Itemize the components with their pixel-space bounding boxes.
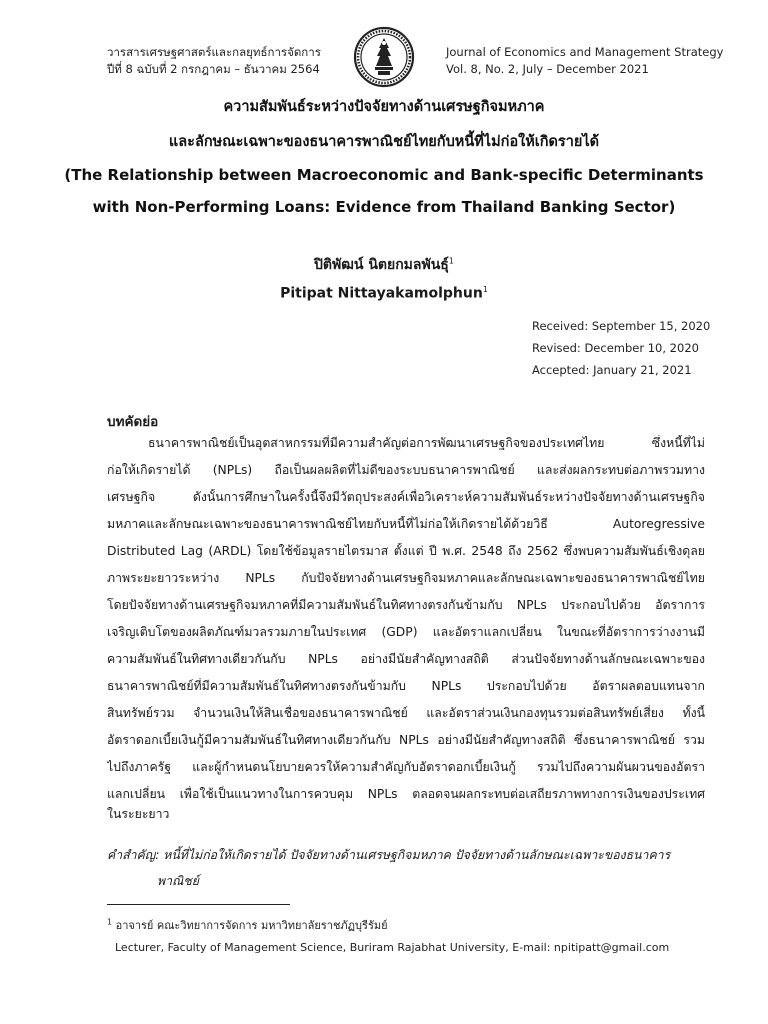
abstract-line: โดยปัจจัยทางด้านเศรษฐกิจมหภาคที่มีความสัมพันธ์ในทิศทางตรงกันข้ามกับ NPLs ประกอบไปด้วย อัตราการ xyxy=(107,598,705,612)
author-en xyxy=(0,285,768,302)
footnote-divider xyxy=(107,904,290,905)
title-th-line1: ความสัมพันธ์ระหว่างปัจจัยทางด้านเศรษฐกิจมหภาค xyxy=(223,99,545,115)
abstract-heading: บทคัดย่อ xyxy=(107,414,159,430)
footnote-en: Lecturer, Faculty of Management Science, Buriram Rajabhat University, E-mail: npitipatt@gmail.com xyxy=(115,941,670,954)
abstract-line: แลกเปลี่ยน เพื่อใช้เป็นแนวทางในการควบคุม NPLs ตลอดจนผลกระทบต่อเสถียรภาพทางการเงินของประเทศ xyxy=(107,787,705,801)
footnote-th xyxy=(107,916,388,934)
author-th xyxy=(0,254,768,276)
abstract-line: ธนาคารพาณิชย์เป็นอุตสาหกรรมที่มีความสำคัญต่อการพัฒนาเศรษฐกิจของประเทศไทย ซึ่งหนี้ที่ไม่ xyxy=(148,436,705,450)
title-en-line1: (The Relationship between Macroeconomic and Bank-specific Determinants xyxy=(64,166,704,184)
abstract-line: สินทรัพย์รวม จำนวนเงินให้สินเชื่อของธนาคารพาณิชย์ และอัตราส่วนเงินกองทุนรวมต่อสินทรัพย์เสี่ยง ทั้งนี้ xyxy=(107,706,705,720)
footnote-th-text: อาจารย์ คณะวิทยาการจัดการ มหาวิทยาลัยราชภัฏบุรีรัมย์ xyxy=(115,919,388,932)
keywords-line2: พาณิชย์ xyxy=(157,874,199,888)
footnote-marker: 1 xyxy=(107,917,113,927)
received-date: Received: September 15, 2020 xyxy=(532,319,711,333)
abstract-line: ภาพระยะยาวระหว่าง NPLs กับปัจจัยทางด้านเศรษฐกิจมหภาคและลักษณะเฉพาะของธนาคารพาณิชย์ไทย xyxy=(107,571,705,585)
author-marker-en: 1 xyxy=(482,285,488,294)
abstract-line: ธนาคารพาณิชย์ที่มีความสัมพันธ์ในทิศทางตรงกันข้ามกับ NPLs ประกอบไปด้วย อัตราผลตอบแทนจาก xyxy=(107,679,705,693)
accepted-date: Accepted: January 21, 2021 xyxy=(532,363,692,377)
journal-title-en: Journal of Economics and Management Strategy xyxy=(446,45,724,59)
abstract-line: ไปถึงภาครัฐ และผู้กำหนดนโยบายควรให้ความสำคัญกับอัตราดอกเบี้ยเงินกู้ รวมไปถึงความผันผวนของอัตรา xyxy=(107,760,705,774)
issue-th: ปีที่ 8 ฉบับที่ 2 กรกฎาคม – ธันวาคม 2564 xyxy=(107,62,320,76)
abstract-line: เศรษฐกิจ ดังนั้นการศึกษาในครั้งนี้จึงมีวัตถุประสงค์เพื่อวิเคราะห์ความสัมพันธ์ระหว่างปัจจัยทางด้านเศรษฐกิจ xyxy=(107,490,705,504)
author-marker: 1 xyxy=(448,256,454,266)
abstract-line: มหภาคและลักษณะเฉพาะของธนาคารพาณิชย์ไทยกับหนี้ที่ไม่ก่อให้เกิดรายได้ด้วยวิธี Autoregressive xyxy=(107,517,705,531)
title-th-line2: และลักษณะเฉพาะของธนาคารพาณิชย์ไทยกับหนี้ที่ไม่ก่อให้เกิดรายได้ xyxy=(168,134,600,150)
keywords-line1: คำสำคัญ: หนี้ที่ไม่ก่อให้เกิดรายได้ ปัจจัยทางด้านเศรษฐกิจมหภาค ปัจจัยทางด้านลักษณะเฉพาะของธนาคาร xyxy=(107,848,671,862)
abstract-line: Distributed Lag (ARDL) โดยใช้ข้อมูลรายไตรมาส ตั้งแต่ ปี พ.ศ. 2548 ถึง 2562 ซึ่งพบความสัมพันธ์เชิงดุลย xyxy=(107,544,705,558)
abstract-line: ในระยะยาว xyxy=(107,807,170,821)
revised-date: Revised: December 10, 2020 xyxy=(532,341,699,355)
abstract-line: ก่อให้เกิดรายได้ (NPLs) ถือเป็นผลผลิตที่ไม่ดีของระบบธนาคารพาณิชย์ และส่งผลกระทบต่อภาพรวมทาง xyxy=(107,463,705,477)
abstract-line: เจริญเติบโตของผลิตภัณฑ์มวลรวมภายในประเทศ (GDP) และอัตราแลกเปลี่ยน ในขณะที่อัตราการว่างงานมี xyxy=(107,625,705,639)
title-en-line2: with Non-Performing Loans: Evidence from Thailand Banking Sector) xyxy=(92,198,676,216)
issue-en: Vol. 8, No. 2, July – December 2021 xyxy=(446,62,649,76)
abstract-line: ความสัมพันธ์ในทิศทางเดียวกันกับ NPLs อย่างมีนัยสำคัญทางสถิติ ส่วนปัจจัยทางด้านลักษณะเฉพาะของ xyxy=(107,652,705,666)
abstract-line: อัตราดอกเบี้ยเงินกู้มีความสัมพันธ์ในทิศทางเดียวกันกับ NPLs อย่างมีนัยสำคัญทางสถิติ ซึ่งธนาคารพาณิชย์ รวม xyxy=(107,733,705,747)
journal-title-th: วารสารเศรษฐศาสตร์และกลยุทธ์การจัดการ xyxy=(107,45,321,59)
author-name-en: Pitipat Nittayakamolphun xyxy=(280,285,483,302)
author-name-th: ปิติพัฒน์ นิตยกมลพันธุ์ xyxy=(314,257,449,273)
university-seal-icon xyxy=(353,26,415,88)
